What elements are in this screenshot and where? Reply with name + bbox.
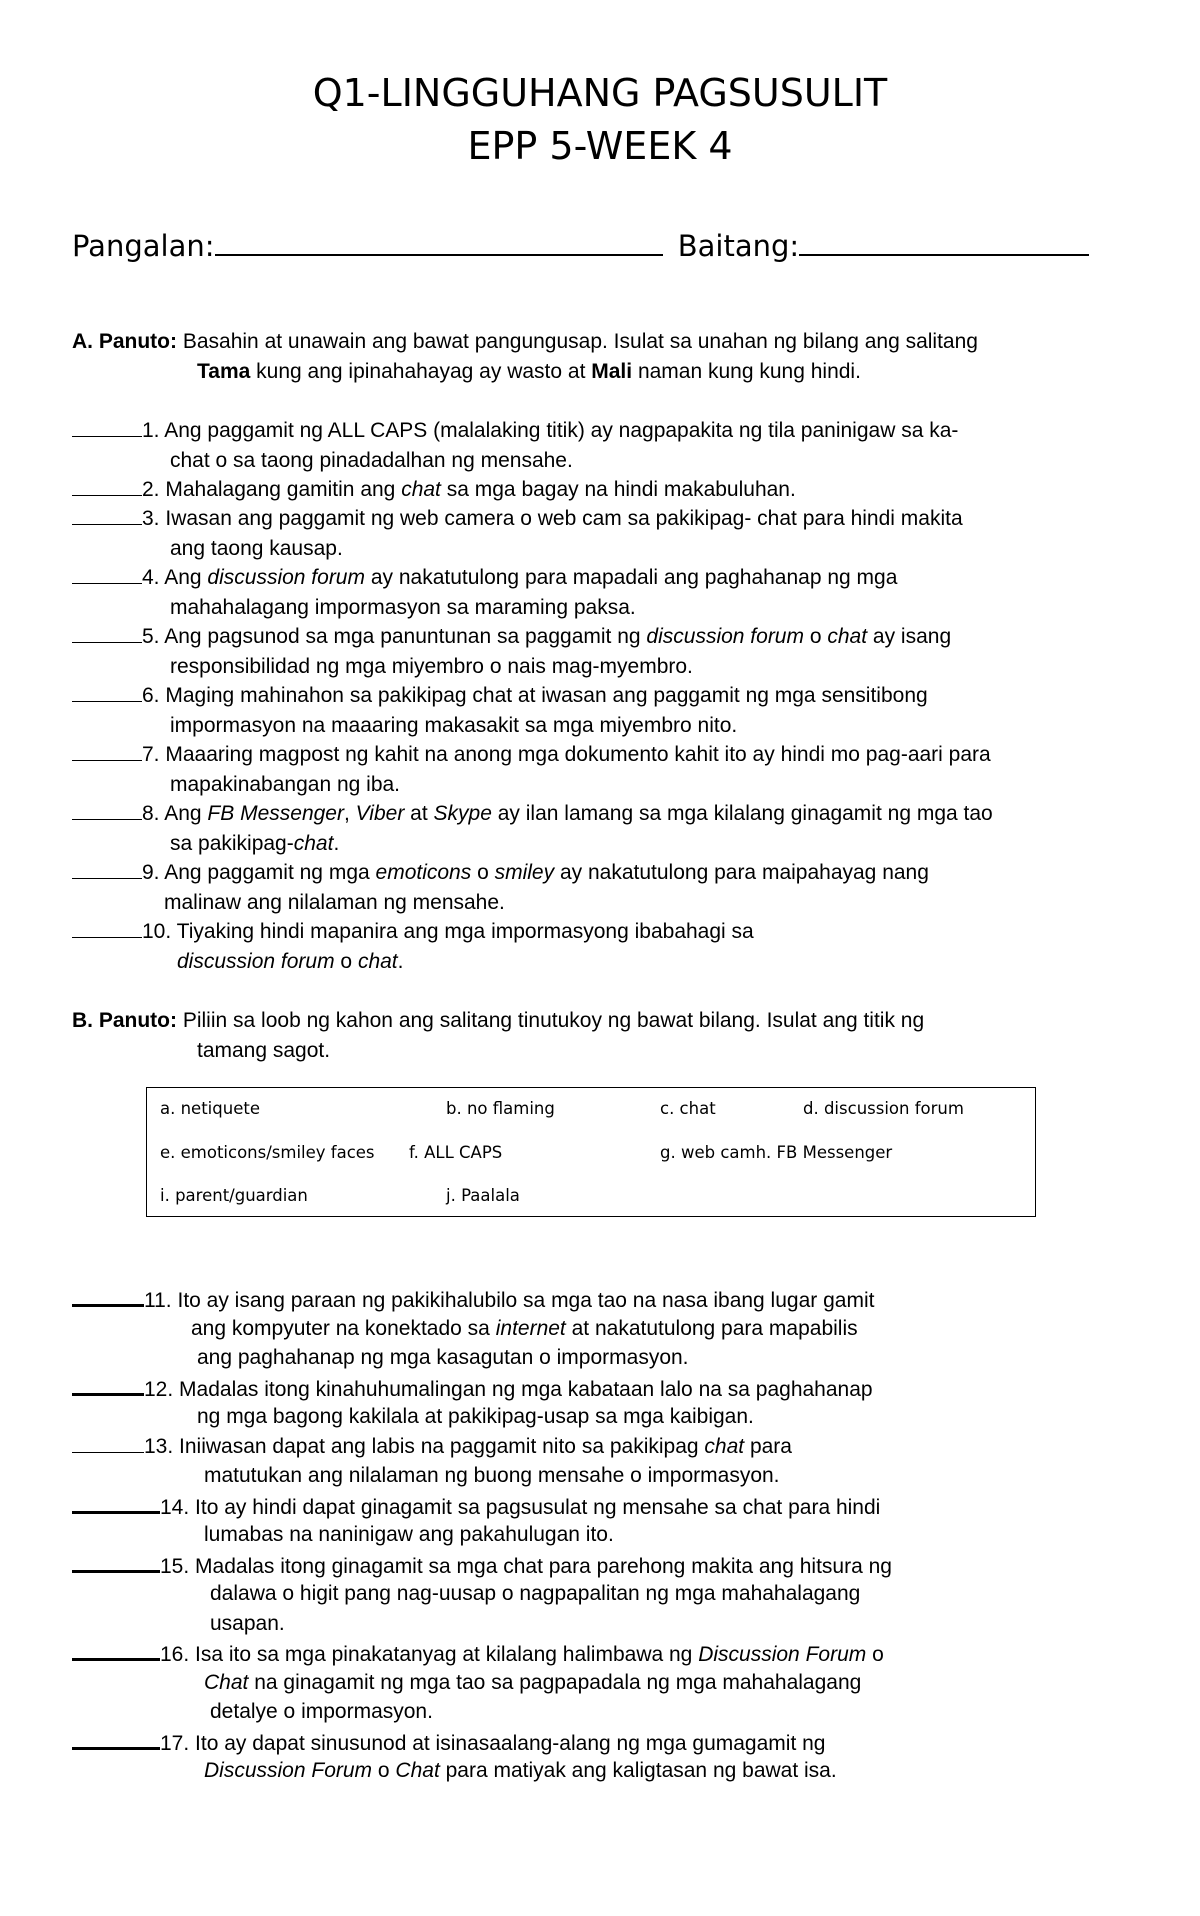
answer-blank[interactable] [72,626,142,643]
answer-blank[interactable] [72,862,142,879]
choice-d: d. discussion forum [803,1099,964,1118]
question-13: 13. Iniiwasan dapat ang labis na paggamit nito sa pakikipag chat para [72,1436,792,1457]
choice-c: c. chat [660,1099,716,1118]
question-8: 8. Ang FB Messenger, Viber at Skype ay ilan lamang sa mga kilalang ginagamit ng mga tao [72,803,993,824]
part-a-instruction-cont: Tama kung ang ipinahahayag ay wasto at Mali naman kung kung hindi. [197,360,861,383]
answer-blank[interactable] [72,1288,144,1307]
choice-b: b. no flaming [446,1099,555,1118]
answer-blank[interactable] [72,1731,160,1750]
question-11: 11. Ito ay isang paraan ng pakikihalubilo sa mga tao na nasa ibang lugar gamit [72,1288,874,1311]
grade-label: Baitang: [677,229,800,263]
question-10: 10. Tiyaking hindi mapanira ang mga impormasyong ibabahagi sa [72,921,754,942]
answer-blank[interactable] [72,508,142,525]
part-b-instruction: B. Panuto: Piliin sa loob ng kahon ang salitang tinutukoy ng bawat bilang. Isulat ang titik ng [72,1009,925,1032]
question-7: 7. Maaaring magpost ng kahit na anong mga dokumento kahit ito ay hindi mo pag-aari para [72,744,991,765]
choice-a: a. netiquete [160,1099,260,1118]
choice-e: e. emoticons/smiley faces [160,1143,375,1162]
question-17: 17. Ito ay dapat sinusunod at isinasaalang-alang ng mga gumagamit ng [72,1731,825,1754]
question-1: 1. Ang paggamit ng ALL CAPS (malalaking titik) ay nagpapakita ng tila paninigaw sa ka- [72,420,958,441]
answer-blank[interactable] [72,420,142,437]
question-16: 16. Isa ito sa mga pinakatanyag at kilalang halimbawa ng Discussion Forum o [72,1642,884,1665]
question-4: 4. Ang discussion forum ay nakatutulong para mapadali ang paghahanap ng mga [72,567,897,588]
part-b-heading: B. Panuto: [72,1009,177,1032]
answer-blank[interactable] [72,1495,160,1514]
part-a-heading: A. Panuto: [72,330,177,353]
answer-blank[interactable] [72,479,142,496]
choice-i: i. parent/guardian [160,1186,308,1205]
question-6: 6. Maging mahinahon sa pakikipag chat at iwasan ang paggamit ng mga sensitibong [72,685,928,706]
choices-box [146,1087,1036,1217]
choice-j: j. Paalala [446,1186,520,1205]
name-label: Pangalan: [72,229,215,263]
worksheet-page: Q1-LINGGUHANG PAGSUSULIT EPP 5-WEEK 4 Pangalan: Baitang: A. Panuto: Basahin at unawain ang bawat pangungusap. Isulat sa unahan ng bilang ang salitang Tama kung ang ipinahahayag ay wasto at Mali naman kung kung hindi. 1. Ang paggamit ng ALL CAPS (malalaking titik) ay nagpapakita ng tila paninigaw sa ka- chat o sa taong pinadadalhan ng mensahe. 2. Mahalagang gamitin ang chat sa mga bagay na hindi makabuluhan. 3. Iwasan ang paggamit ng web camera o web cam sa pakikipag- chat para hindi makita ang taong kausap. 4. Ang discussion forum ay nakatutulong para mapadali ang paghahanap ng mga mahahalagang impormasyon sa maraming paksa. 5. Ang pagsunod sa mga panuntunan sa paggamit ng discussion forum o chat ay isang responsibilidad ng mga miyembro o nais mag-myembro. 6. Maging mahinahon sa pakikipag chat at iwasan ang paggamit ng mga sensitibong impormasyon na maaaring makasakit sa mga miyembro nito. 7. Maaaring magpost ng kahit na anong mga dokumento kahit ito ay hindi mo pag-aari para mapakinabangan ng iba. 8. Ang FB Messenger, Viber at Skype ay ilan lamang sa mga kilalang ginagamit ng mga tao sa pakikipag-chat. 9. Ang paggamit ng mga emoticons o smiley ay nakatutulong para maipahayag nang malinaw ang nilalaman ng mensahe. 10. Tiyaking hindi mapanira ang mga impormasyong ibabahagi sa discussion forum o chat. B. Panuto: Piliin sa loob ng kahon ang salitang tinutukoy ng bawat bilang. Isulat ang titik ng tamang sagot. a. netiquete b. no flaming c. chat d. discussion forum e. emoticons/smiley faces f. ALL CAPS g. web camh. FB Messenger i. parent/guardian j. Paalala 11. Ito ay isang paraan ng pakikihalubilo sa mga tao na nasa ibang lugar gamit ang kompyuter na konektado sa internet at nakatutulong para mapabilis ang paghahanap ng mga kasagutan o impormasyon. 12. Madalas itong kinahuhumalingan ng mga kabataan lalo na sa paghahanap ng mga bagong kakilala at pakikipag-usap sa mga kaibigan. 13. Iniiwasan dapat ang labis na paggamit nito sa pakikipag chat para matutukan ang nilalaman ng buong mensahe o impormasyon. 14. Ito ay hindi dapat ginagamit sa pagsusulat ng mensahe sa chat para hindi lumabas na naninigaw ang pakahulugan ito. 15. Madalas itong ginagamit sa mga chat para parehong makita ang hitsura ng dalawa o higit pang nag-uusap o nagpapalitan ng mga mahahalagang usapan. 16. Isa ito sa mga pinakatanyag at kilalang halimbawa ng Discussion Forum o Chat na ginagamit ng mga tao sa pagpapadala ng mga mahahalagang detalye o impormasyon. 17. Ito ay dapat sinusunod at isinasaalang-alang ng mga gumagamit ng Discussion Forum o Chat para matiyak ang kaligtasan ng bawat isa. [0,0,1200,1916]
name-blank[interactable] [215,250,663,256]
answer-blank[interactable] [72,1642,160,1661]
answer-blank[interactable] [72,685,142,702]
question-12: 12. Madalas itong kinahuhumalingan ng mga kabataan lalo na sa paghahanap [72,1377,873,1400]
part-a-instruction: A. Panuto: Basahin at unawain ang bawat pangungusap. Isulat sa unahan ng bilang ang salitang [72,330,978,353]
answer-blank[interactable] [72,921,142,938]
question-14: 14. Ito ay hindi dapat ginagamit sa pagsusulat ng mensahe sa chat para hindi [72,1495,880,1518]
question-9: 9. Ang paggamit ng mga emoticons o smiley ay nakatutulong para maipahayag nang [72,862,929,883]
answer-blank[interactable] [72,1554,160,1573]
page-title: Q1-LINGGUHANG PAGSUSULIT [312,71,888,115]
question-2: 2. Mahalagang gamitin ang chat sa mga bagay na hindi makabuluhan. [72,479,796,500]
student-info-row [72,229,1089,263]
answer-blank[interactable] [72,803,142,820]
question-3: 3. Iwasan ang paggamit ng web camera o web cam sa pakikipag- chat para hindi makita [72,508,963,529]
grade-blank[interactable] [799,250,1089,256]
question-15: 15. Madalas itong ginagamit sa mga chat para parehong makita ang hitsura ng [72,1554,892,1577]
page-subtitle: EPP 5-WEEK 4 [467,124,733,168]
choice-f: f. ALL CAPS [409,1143,503,1162]
answer-blank[interactable] [72,1377,144,1396]
answer-blank[interactable] [72,744,142,761]
answer-blank[interactable] [72,1436,144,1453]
question-5: 5. Ang pagsunod sa mga panuntunan sa paggamit ng discussion forum o chat ay isang [72,626,951,647]
choice-g-h: g. web camh. FB Messenger [660,1143,893,1162]
answer-blank[interactable] [72,567,142,584]
